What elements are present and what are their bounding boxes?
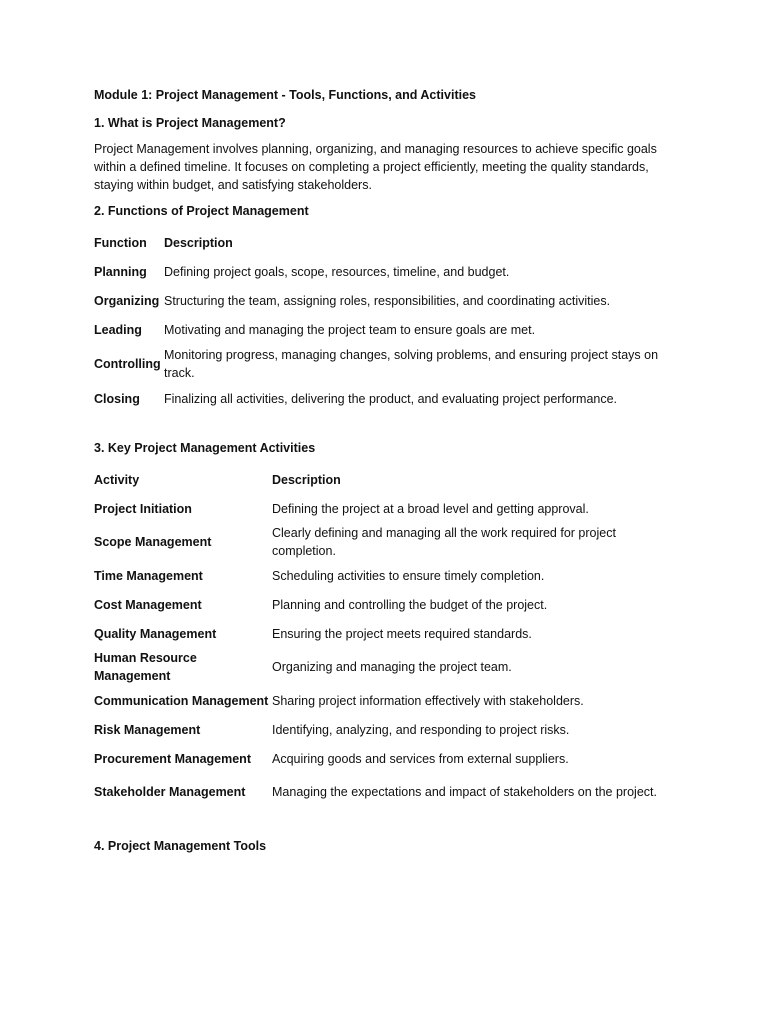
- function-name: Controlling: [94, 357, 161, 371]
- column-header-function: Function: [94, 235, 147, 250]
- section-heading-tools: 4. Project Management Tools: [94, 839, 267, 853]
- table-row: [94, 686, 680, 715]
- activity-description: Organizing and managing the project team.: [272, 660, 512, 674]
- function-name: Organizing: [94, 293, 160, 308]
- function-description: Structuring the team, assigning roles, responsibilities, and coordinating activities.: [164, 293, 611, 308]
- function-description: Finalizing all activities, delivering the product, and evaluating project performance.: [164, 391, 618, 406]
- function-name: Planning: [94, 264, 147, 279]
- column-header-description: Description: [272, 472, 341, 487]
- activity-name: Procurement Management: [94, 751, 251, 766]
- activity-name: Time Management: [94, 568, 203, 583]
- activity-description: Scheduling activities to ensure timely completion.: [272, 568, 545, 583]
- table-row: [94, 773, 680, 811]
- table-row: [94, 715, 680, 744]
- table-row: [94, 286, 680, 315]
- functions-table: [94, 228, 680, 413]
- activity-name: Project Initiation: [94, 501, 192, 516]
- function-description: Monitoring progress, managing changes, solving problems, and ensuring project stays on track.: [164, 348, 659, 380]
- table-row: [94, 744, 680, 773]
- activity-description: Identifying, analyzing, and responding to project risks.: [272, 722, 570, 737]
- spacer: [94, 413, 680, 439]
- section-heading-what-is-pm: 1. What is Project Management?: [94, 116, 286, 130]
- table-row: [94, 523, 680, 561]
- section-heading-functions: 2. Functions of Project Management: [94, 204, 309, 218]
- activity-name: Cost Management: [94, 597, 202, 612]
- document-title: Module 1: Project Management - Tools, Functions, and Activities: [94, 88, 476, 102]
- function-description: Defining project goals, scope, resources, timeline, and budget.: [164, 264, 510, 279]
- table-row: [94, 384, 680, 413]
- table-row: [94, 648, 680, 686]
- table-row: [94, 315, 680, 344]
- activity-description: Ensuring the project meets required standards.: [272, 626, 532, 641]
- activity-description: Planning and controlling the budget of the project.: [272, 597, 548, 612]
- table-row: [94, 344, 680, 384]
- activity-description: Sharing project information effectively with stakeholders.: [272, 693, 584, 708]
- column-header-activity: Activity: [94, 472, 140, 487]
- function-name: Closing: [94, 391, 140, 406]
- column-header-description: Description: [164, 235, 233, 250]
- table-row: [94, 494, 680, 523]
- table-row: [94, 590, 680, 619]
- activity-name: Human Resource Management: [94, 651, 197, 683]
- section-paragraph-what-is-pm: Project Management involves planning, organizing, and managing resources to achieve specific goals within a defined timeline. It focuses on completing a project efficiently, meeting the quality standards, staying within budget, and satisfying stakeholders.: [94, 142, 657, 192]
- activities-table: [94, 465, 680, 811]
- table-row: [94, 561, 680, 590]
- activity-name: Communication Management: [94, 693, 269, 708]
- table-header-row: [94, 228, 680, 257]
- activity-name: Scope Management: [94, 535, 212, 549]
- document-page: [94, 86, 680, 863]
- activity-name: Risk Management: [94, 722, 201, 737]
- activity-description: Managing the expectations and impact of stakeholders on the project.: [272, 785, 657, 799]
- table-row: [94, 619, 680, 648]
- activity-name: Quality Management: [94, 626, 217, 641]
- activity-description: Clearly defining and managing all the work required for project completion.: [272, 526, 616, 558]
- table-row: [94, 257, 680, 286]
- section-heading-activities: 3. Key Project Management Activities: [94, 441, 316, 455]
- table-header-row: [94, 465, 680, 494]
- activity-name: Stakeholder Management: [94, 785, 246, 799]
- activity-description: Defining the project at a broad level and getting approval.: [272, 501, 589, 516]
- function-name: Leading: [94, 322, 142, 337]
- spacer: [94, 811, 680, 837]
- function-description: Motivating and managing the project team to ensure goals are met.: [164, 322, 536, 337]
- activity-description: Acquiring goods and services from external suppliers.: [272, 751, 569, 766]
